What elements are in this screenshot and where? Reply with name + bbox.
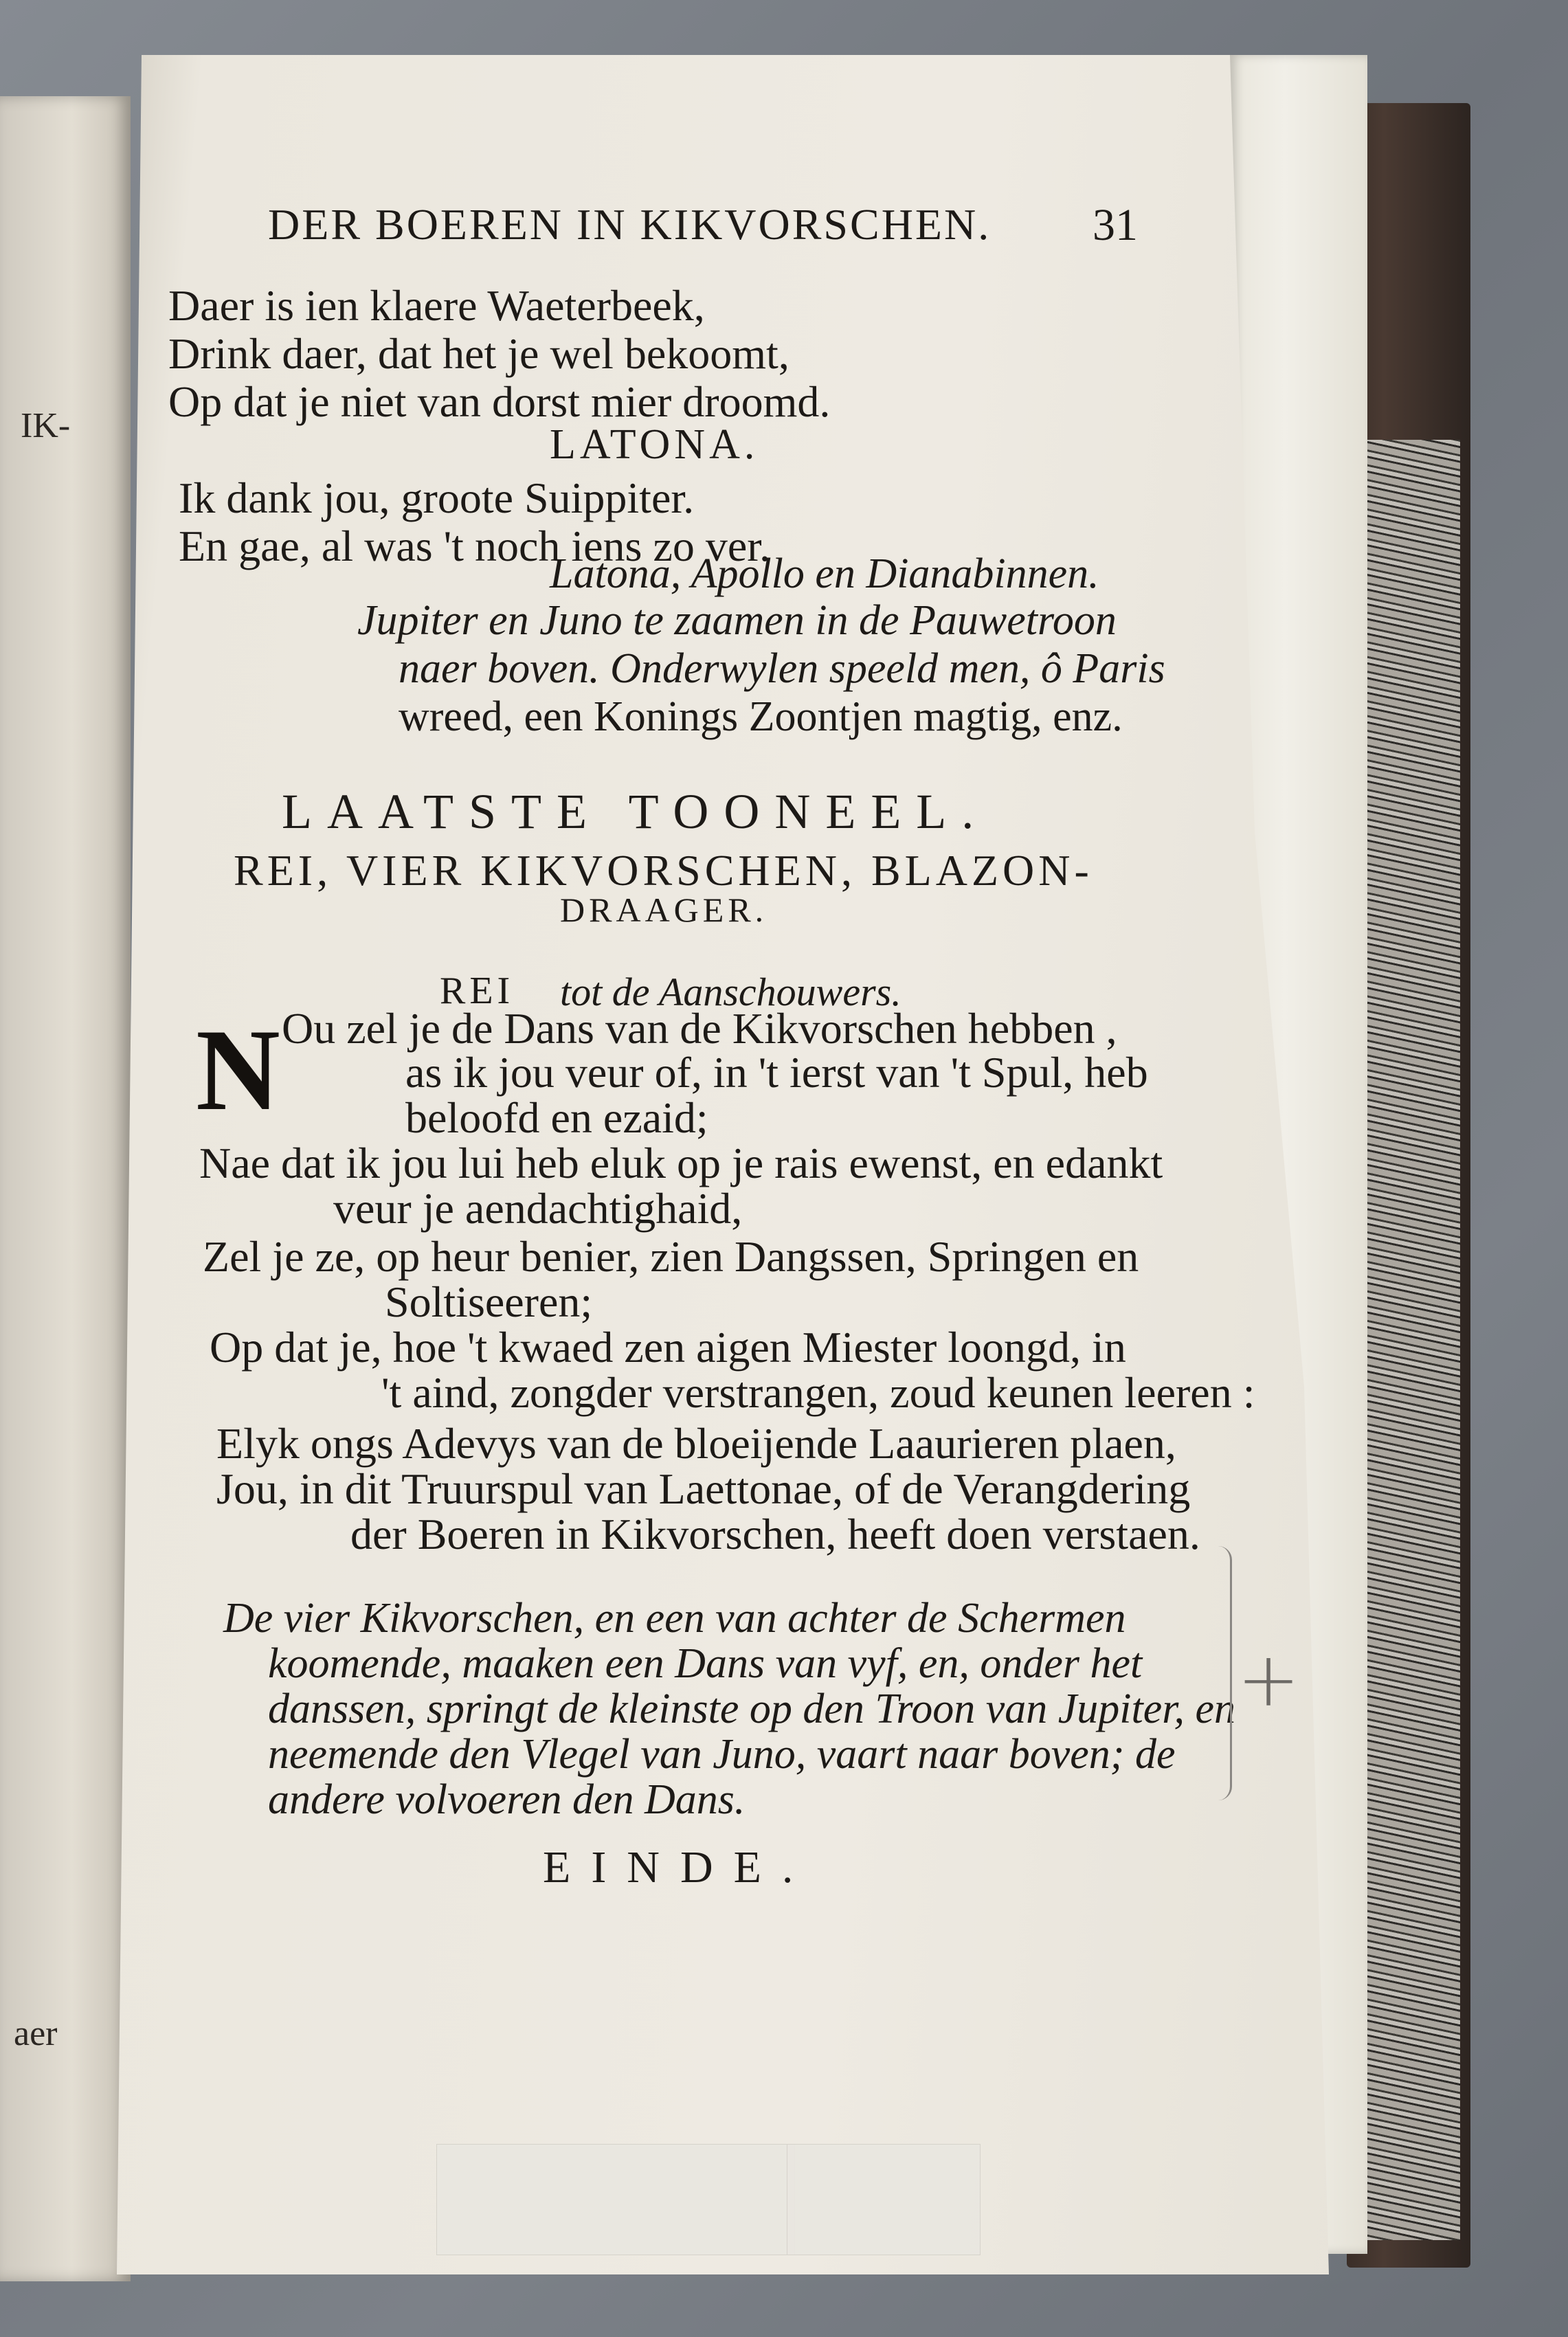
speech-line: veur je aendachtighaid, [333,1184,743,1233]
left-page-fragment: IK- [21,406,71,445]
stage-direction: naer boven. Onderwylen speeld men, ô Paris [399,645,1165,692]
speech-line: 't aind, zongder verstrangen, zoud keunen leeren : [381,1368,1255,1417]
paper-tape [787,2144,981,2255]
speech-line: Ou zel je de Dans van de Kikvorschen hebben , [282,1004,1117,1053]
stage-direction: andere volvoeren den Dans. [268,1776,746,1823]
scene-title: LAATSTE TOONEEL. [282,784,989,839]
verse-line: Drink daer, dat het je wel bekoomt, [168,329,789,378]
running-title: DER BOEREN IN KIKVORSCHEN. [268,200,992,249]
drop-cap: N [196,1005,280,1134]
left-page-fragment: aer [14,2014,58,2053]
stage-direction: danssen, springt de kleinste op den Troon van Jupiter, en [268,1686,1236,1732]
marbled-board [1364,440,1460,2240]
speech-line: Zel je ze, op heur benier, zien Dangssen, Springen en [203,1232,1139,1281]
speech-line: der Boeren in Kikvorschen, heeft doen verstaen. [350,1510,1200,1558]
verse-line: Ik dank jou, groote Suippiter. [179,473,695,522]
end-word: EINDE. [543,1842,814,1892]
scene-cast: REI, VIER KIKVORSCHEN, BLAZON- [234,846,1093,895]
verse-line: Daer is ien klaere Waeterbeek, [168,281,705,330]
speaker-direction: tot de Aanschouwers. [560,970,901,1014]
stage-direction: neemende den Vlegel van Juno, vaart naar boven; de [268,1731,1176,1778]
speech-line: Jou, in dit Truurspul van Laettonae, of de Verangdering [216,1464,1191,1513]
verse-line: En gae, al was 't noch iens zo ver. [179,522,771,570]
paper-tape [436,2144,795,2255]
scene-cast: DRAAGER. [560,891,768,929]
speaker-name: REI [440,970,515,1012]
stage-direction: wreed, een Konings Zoontjen magtig, enz. [399,693,1123,740]
speech-line: Elyk ongs Adevys van de bloeijende Laaurieren plaen, [216,1419,1176,1468]
verse-line: Op dat je niet van dorst mier droomd. [168,377,831,426]
pencil-bracket [1209,1546,1232,1800]
pencil-mark: + [1237,1635,1301,1723]
page-number: 31 [1093,200,1138,250]
stage-direction: Latona, Apollo en Dianabinnen. [550,550,1099,597]
speaker-name: LATONA. [550,421,759,468]
left-page [0,96,131,2281]
speech-line: Nae dat ik jou lui heb eluk op je rais ewenst, en edankt [199,1139,1163,1187]
speech-line: as ik jou veur of, in 't ierst van 't Spul, heb [405,1048,1148,1097]
stage-direction: Jupiter en Juno te zaamen in de Pauwetroon [357,597,1117,644]
stage-direction: De vier Kikvorschen, en een van achter de Schermen [223,1595,1126,1642]
speech-line: beloofd en ezaid; [405,1093,708,1142]
stage-direction: koomende, maaken een Dans van vyf, en, onder het [268,1640,1143,1687]
speech-line: Op dat je, hoe 't kwaed zen aigen Miester loongd, in [210,1323,1126,1372]
speech-line: Soltiseeren; [385,1277,593,1326]
